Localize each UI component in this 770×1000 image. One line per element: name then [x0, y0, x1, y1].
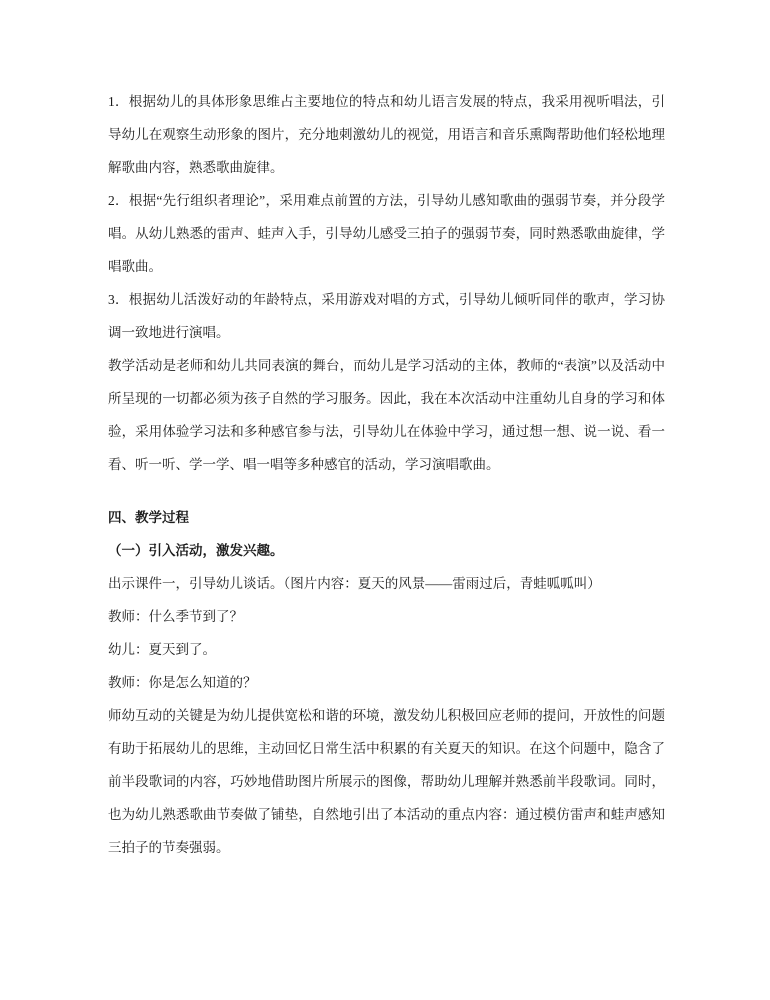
document-content	[108, 85, 665, 864]
paragraph-interaction-analysis: 师幼互动的关键是为幼儿提供宽松和谐的环境，激发幼儿积极回应老师的提问，开放性的问题有助于拓展幼儿的思维，主动回忆日常生活中积累的有关夏天的知识。在这个问题中，隐含了前半段歌词的内容，巧妙地借助图片所展示的图像，帮助幼儿理解并熟悉前半段歌词。同时，也为幼儿熟悉歌曲节奏做了铺垫，自然地引出了本活动的重点内容：通过模仿雷声和蛙声感知三拍子的节奏强弱。	[108, 708, 665, 855]
paragraph-teaching-method-2: 2．根据“先行组织者理论”，采用难点前置的方法，引导幼儿感知歌曲的强弱节奏，并分段学唱。从幼儿熟悉的雷声、蛙声入手，引导幼儿感受三拍子的强弱节奏，同时熟悉歌曲旋律，学唱歌曲。	[108, 193, 665, 274]
paragraph-courseware-1-intro: 出示课件一，引导幼儿谈话。（图片内容：夏天的风景——雷雨过后，青蛙呱呱叫）	[108, 576, 601, 591]
dialog-teacher-question-1: 教师：什么季节到了？	[108, 609, 243, 624]
paragraph-teaching-philosophy: 教学活动是老师和幼儿共同表演的舞台，而幼儿是学习活动的主体，教师的“表演”以及活动中所呈现的一切都必须为孩子自然的学习服务。因此，我在本次活动中注重幼儿自身的学习和体验，采用体验学习法和多种感官参与法，引导幼儿在体验中学习，通过想一想、说一说、看一看、听一听、学一学、唱一唱等多种感官的活动，学习演唱歌曲。	[108, 358, 665, 472]
paragraph-teaching-method-1: 1．根据幼儿的具体形象思维占主要地位的特点和幼儿语言发展的特点，我采用视听唱法，引导幼儿在观察生动形象的图片，充分地刺激幼儿的视觉，用语言和音乐熏陶帮助他们轻松地理解歌曲内容，熟悉歌曲旋律。	[108, 94, 665, 175]
dialog-teacher-question-2: 教师：你是怎么知道的？	[108, 675, 257, 690]
paragraph-teaching-method-3: 3．根据幼儿活泼好动的年龄特点，采用游戏对唱的方式，引导幼儿倾听同伴的歌声，学习协调一致地进行演唱。	[108, 292, 665, 340]
dialog-child-answer: 幼儿：夏天到了。	[108, 642, 216, 657]
heading-teaching-process: 四、教学过程	[108, 510, 189, 525]
heading-section-1-intro-activity: （一）引入活动，激发兴趣。	[108, 543, 284, 558]
